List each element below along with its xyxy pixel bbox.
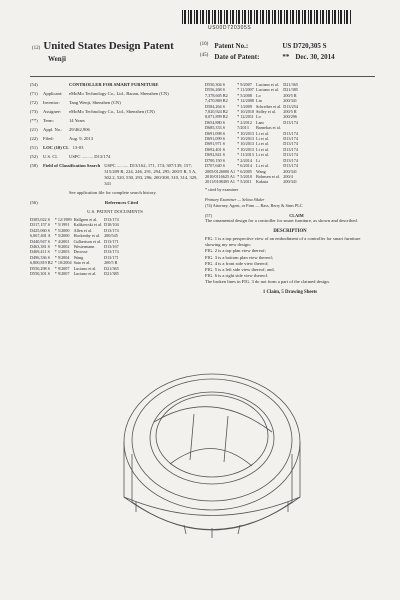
reference-cell: Wang (73, 254, 84, 260)
reference-cell: * 5/2000 (54, 227, 70, 233)
reference-row (205, 152, 300, 157)
field-label: U.S. Cl. (43, 154, 58, 159)
reference-cell: 200/341 (283, 98, 297, 104)
attorney: (74) Attorney, Agent, or Firm — Bass, Berry & Sims PLC (205, 202, 303, 208)
reference-cell: D13/174 (283, 136, 298, 142)
field-value: USPC .......... D13/174 (69, 154, 111, 159)
header-index: (12) (32, 46, 41, 51)
reference-cell: * 5/2000 (54, 233, 70, 239)
reference-cell: * 11/2013 (237, 152, 254, 158)
references-table-right (205, 82, 300, 185)
description-line: FIG. 6 is a right side view thereof. (205, 273, 269, 279)
reference-cell: Sidley et al. (256, 109, 276, 115)
reference-cell: * 11/2007 (237, 87, 254, 93)
field-index: (52) (30, 154, 38, 159)
patent-date: Dec. 30, 2014 (295, 53, 335, 61)
reference-cell: Allen et al. (73, 227, 93, 233)
reference-cell: D691,098 S (205, 130, 226, 136)
reference-cell: Lo (256, 114, 261, 120)
description-line: FIG. 2 is a top plan view thereof; (205, 248, 266, 254)
field-label (43, 190, 69, 196)
field-index: (73) (30, 109, 38, 114)
field-label: Field of Classification Search (43, 163, 101, 168)
reference-cell: D463,381 S (30, 244, 51, 250)
reference-cell: * 9/2002 (54, 244, 70, 250)
reference-cell: D700,150 S (205, 157, 226, 163)
field-value: Tang Wenji, Shenzhen (CN) (69, 100, 121, 105)
reference-cell: * 12/1989 (54, 217, 72, 222)
reference-cell: Li (256, 157, 260, 163)
field-row (30, 91, 200, 97)
reference-cell: Hockenby et al. (73, 233, 100, 239)
examiner: Primary Examiner — Selina Sikder (205, 197, 265, 203)
reference-cell: D556,268 S (205, 87, 226, 93)
reference-row (30, 233, 121, 238)
references-column (205, 82, 375, 297)
field-index: (51) (30, 145, 38, 150)
reference-cell: D685,333 S (205, 125, 226, 131)
patent-no-index: (10) (200, 42, 209, 47)
reference-cell: D13/174 (283, 152, 298, 158)
field-index: (21) (30, 127, 38, 132)
field-label: Inventor: (43, 100, 60, 105)
reference-cell: Kakuta (256, 179, 269, 185)
reference-cell: Li et al. (256, 152, 269, 158)
reference-cell: * 12/2011 (237, 114, 254, 120)
patent-header-left (32, 40, 174, 63)
reference-cell: * 2/2014 (237, 157, 252, 163)
reference-cell: Luciano et al. (256, 87, 279, 93)
reference-row (30, 260, 121, 265)
reference-row (205, 98, 300, 103)
reference-cell: * 5/1991 (54, 222, 70, 228)
reference-cell: D550,301 S (30, 271, 51, 277)
field-value: eMoMo Technology Co., Ltd., Baoan, Shenzhen (CN) (69, 91, 169, 96)
field-index (30, 190, 43, 196)
field-index: (54) (30, 82, 38, 87)
field-index: (71) (30, 91, 38, 96)
reference-cell: D13/174 (283, 157, 298, 163)
barcode-text: US00D720305S (208, 25, 252, 31)
reference-cell: * 10/2013 (237, 136, 255, 142)
field-value: 13-03 (72, 145, 84, 150)
field-label: Assignee: (43, 109, 62, 114)
reference-cell: Decosse (73, 249, 88, 255)
reference-cell: 200/341 (283, 179, 297, 185)
field-value: eMoMo Technology Co., Ltd., Shenzhen (CN) (69, 109, 155, 114)
date-index: (45) (200, 53, 209, 58)
reference-cell: * 4/2001 (54, 238, 70, 244)
reference-cell: Li et al. (256, 141, 269, 147)
field-row (30, 154, 200, 160)
reference-cell: * 1/2003 (54, 249, 70, 255)
reference-cell: * 9/2004 (54, 254, 70, 260)
reference-cell: D691,099 S (205, 136, 226, 142)
reference-cell: Barnekas et al. (256, 125, 281, 131)
reference-cell: D707,640 S (205, 163, 226, 169)
reference-cell: D21/385 (104, 271, 119, 277)
reference-cell: 200/4 (283, 173, 293, 179)
reference-cell: * 9/2007 (54, 271, 70, 277)
refs-title: References Cited (104, 200, 139, 205)
reference-cell: * 10/2013 (237, 141, 255, 147)
reference-cell: Culbertson et al. (73, 238, 102, 244)
field-row (30, 100, 200, 106)
reference-cell: 7,820,924 B2 (205, 109, 228, 115)
reference-cell: 200/545 (104, 233, 118, 239)
field-row (30, 82, 200, 88)
field-row (30, 118, 200, 124)
refs-subtitle: U.S. PATENT DOCUMENTS (87, 209, 143, 214)
reference-cell: D550,298 S (30, 265, 51, 271)
cited-note: * cited by examiner (205, 186, 239, 192)
reference-cell: Li et al. (256, 136, 269, 142)
reference-cell: D317,157 S (30, 222, 51, 228)
reference-cell: D13/174 (104, 227, 119, 233)
bibliographic-column (30, 82, 200, 276)
description-line: FIG. 3 is a bottom plan view thereof; (205, 254, 274, 260)
field-value: 29/462,906 (69, 127, 90, 132)
reference-cell: * 6/2005 (237, 168, 252, 174)
reference-cell: D10/104 (104, 222, 119, 228)
reference-cell: D13/174 (283, 163, 298, 169)
field-row (30, 109, 200, 115)
reference-cell: D21/365 (104, 265, 119, 271)
reference-cell: * 12/2008 (237, 98, 255, 104)
reference-cell: 200/5 R (283, 92, 297, 98)
reference-cell: Li et al. (256, 163, 269, 169)
description-line: FIG. 5 is a left side view thereof; and, (205, 266, 275, 272)
reference-cell: D13/174 (283, 141, 298, 147)
claim-title: CLAIM (289, 212, 304, 218)
reference-cell: 200/5 R (283, 109, 297, 115)
field-value: USPC .......... D13/162, 171, 174; 307/139, 157; 315/209 R, 224, 246, 291, 294, 295; 200/5 R, 5 A, 302.2, 520, 530, 293, 296; 200/308, 310, 314, 329, 341 (104, 163, 198, 186)
reference-cell: * 10/2010 (237, 109, 255, 115)
reference-cell: Lo (256, 92, 261, 98)
reference-cell: 200/296 (283, 114, 297, 120)
reference-cell: D13/254 (283, 103, 298, 109)
reference-cell: * 10/2004 (54, 260, 72, 266)
field-label: Appl. No.: (43, 127, 63, 132)
barcode (182, 10, 352, 24)
field-label: Filed: (43, 136, 54, 141)
reference-cell: D13/174 (283, 119, 298, 125)
reference-cell: 200/341 (283, 168, 297, 174)
reference-cell: 6,800,819 B2 (30, 260, 53, 266)
controller-drawing (94, 362, 334, 552)
reference-cell: * 1/2009 (237, 103, 252, 109)
description-title: DESCRIPTION (273, 228, 307, 234)
reference-cell: 8,071,899 B2 (205, 114, 228, 120)
reference-cell: Luciano et al. (256, 82, 279, 87)
reference-cell: D550,304 S (205, 82, 226, 87)
claim-index: (57) (205, 212, 212, 218)
reference-cell: D692,401 S (205, 146, 226, 152)
claim-text: The ornamental design for a controller for smart furniture, as shown and described. (205, 218, 358, 224)
reference-cell: * 6/2014 (237, 163, 252, 169)
reference-cell: * 10/2013 (237, 146, 255, 152)
reference-cell: Hallgren et al. (73, 217, 98, 222)
reference-cell: D13/174 (104, 217, 119, 222)
reference-cell: * 9/2007 (54, 265, 70, 271)
reference-cell: 7,378,605 B2 (205, 92, 228, 98)
reference-cell: Luciano et al. (73, 265, 97, 271)
description-line: FIG. 1 is a top perspective view of an embodiment of a controller for smart furniture showing my new design; (205, 235, 361, 248)
reference-cell: D13/167 (104, 244, 119, 250)
reference-cell: * 9/2007 (237, 82, 252, 87)
refs-index: (56) (30, 200, 38, 205)
reference-cell: Lin (256, 98, 262, 104)
reference-cell: Li et al. (256, 146, 269, 152)
reference-cell: D425,060 S (30, 227, 51, 233)
patent-number: US D720,305 S (282, 42, 327, 50)
reference-cell: D13/174 (283, 130, 298, 136)
reference-cell: D13/171 (104, 254, 119, 260)
reference-cell: D692,841 S (205, 152, 226, 158)
reference-cell: D440,947 S (30, 238, 51, 244)
field-value: See application file for complete search history. (69, 190, 157, 195)
reference-cell: Lam (256, 119, 264, 125)
reference-cell: D691,971 S (205, 141, 226, 147)
description-line: The broken lines in FIG. 3 do not form a part of the claimed design. (205, 279, 330, 285)
field-label: Applicant: (43, 91, 63, 96)
header-divider (30, 76, 375, 77)
reference-cell: 2010/0116625 A1 (205, 173, 235, 179)
patent-no-label: Patent No.: (214, 42, 249, 50)
field-row (30, 136, 200, 142)
reference-cell: Westermann (73, 244, 95, 250)
reference-row (205, 179, 300, 184)
reference-cell: D496,336 S (30, 254, 51, 260)
reference-cell: 6,067,401 A (30, 233, 51, 239)
reference-row (30, 271, 121, 276)
reference-cell: D13/171 (104, 238, 119, 244)
reference-cell: 200/5 R (104, 260, 118, 266)
field-row (30, 163, 200, 187)
reference-cell: Luciano et al. (73, 271, 97, 277)
reference-cell: 7,470,869 B2 (205, 98, 228, 104)
reference-cell: D469,411 S (30, 249, 50, 255)
patent-type-title: United States Design Patent (43, 40, 174, 52)
field-index: (**) (30, 118, 38, 123)
reference-cell: * 2/2012 (237, 119, 252, 125)
reference-cell: D305,022 S (30, 217, 51, 222)
field-list (30, 82, 200, 196)
reference-cell: * 5/2010 (237, 173, 252, 179)
reference-cell: Schreiber et al. (256, 103, 282, 109)
description-line: FIG. 4 is a front side view thereof; (205, 260, 269, 266)
patent-header-right (200, 42, 335, 64)
reference-cell: 2005/0126000 A1 (205, 168, 236, 174)
field-row (30, 190, 200, 196)
field-value: CONTROLLER FOR SMART FURNITURE (69, 82, 159, 87)
inventor-surname: Wenji (48, 55, 66, 63)
description-lines (205, 236, 375, 286)
field-index: (58) (30, 163, 38, 168)
references-heading-row (30, 200, 200, 206)
claims-summary: 1 Claim, 5 Drawing Sheets (262, 289, 318, 295)
reference-cell: 7/2013 (237, 125, 249, 131)
reference-cell: D584,264 S (205, 103, 226, 109)
field-value: Aug. 9, 2013 (69, 136, 93, 141)
reference-cell: D21/365 (283, 82, 298, 87)
references-table-left (30, 217, 121, 276)
field-label: Term: (43, 118, 54, 123)
field-label: LOC (10) Cl. (43, 145, 69, 150)
reference-cell: Sato et al. (73, 260, 91, 266)
reference-cell: 2011/0108405 A1 (205, 179, 235, 185)
reference-cell: D13/174 (104, 249, 119, 255)
field-index: (22) (30, 136, 38, 141)
reference-cell: Bohnsen et al. (256, 173, 280, 179)
reference-cell: Wang (256, 168, 266, 174)
reference-cell: D654,880 S (205, 119, 226, 125)
reference-cell: D13/174 (283, 146, 298, 152)
date-label: Date of Patent: (214, 53, 260, 61)
reference-cell: * 5/2008 (237, 92, 252, 98)
field-row (30, 127, 200, 133)
reference-cell: * 5/2011 (237, 179, 252, 185)
reference-cell: * 10/2013 (237, 130, 255, 136)
reference-cell: D21/385 (283, 87, 298, 93)
field-row (30, 145, 200, 151)
reference-cell: Li et al. (256, 130, 269, 136)
field-index: (72) (30, 100, 38, 105)
date-star: ** (282, 53, 290, 61)
field-value: 14 Years (69, 118, 85, 123)
field-label (43, 82, 69, 88)
reference-cell: Kalikowski et al. (73, 222, 103, 228)
